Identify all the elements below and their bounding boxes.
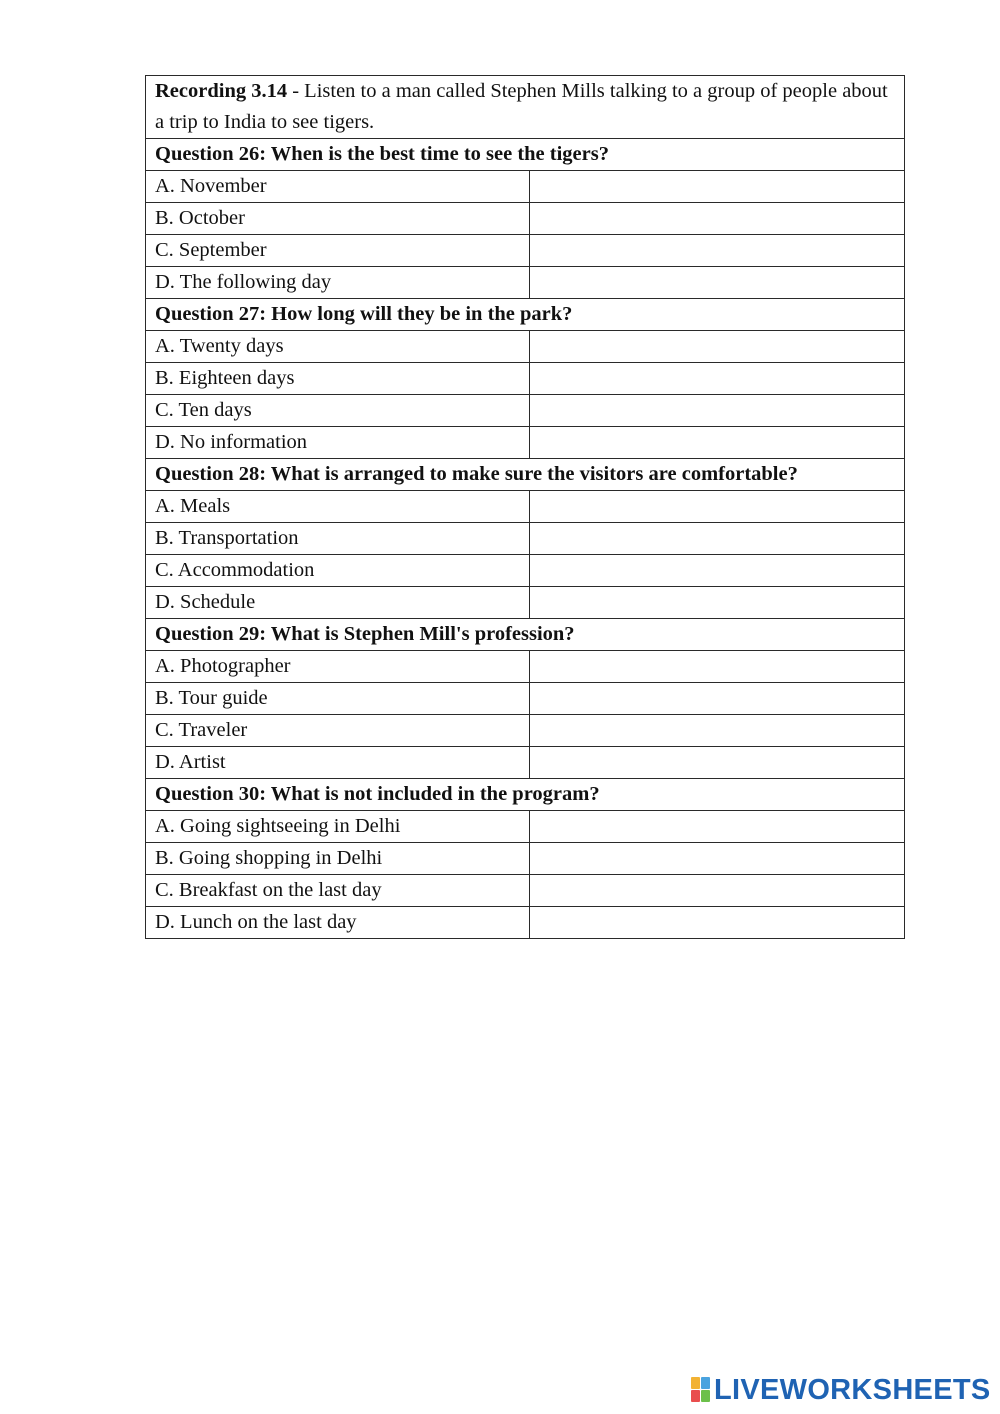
- option-label: D. No information: [146, 427, 530, 459]
- option-row: [146, 235, 905, 267]
- answer-cell[interactable]: [530, 427, 905, 459]
- option-row: [146, 203, 905, 235]
- question-28-title: Question 28: What is arranged to make sure the visitors are comfortable?: [146, 459, 905, 491]
- option-label: C. Breakfast on the last day: [146, 875, 530, 907]
- answer-cell[interactable]: [530, 171, 905, 203]
- option-label: B. Tour guide: [146, 683, 530, 715]
- answer-cell[interactable]: [530, 523, 905, 555]
- recording-label: Recording 3.14: [155, 80, 288, 102]
- intro-row: [146, 76, 905, 139]
- answer-cell[interactable]: [530, 331, 905, 363]
- option-label: B. Going shopping in Delhi: [146, 843, 530, 875]
- question-29-title: Question 29: What is Stephen Mill's profession?: [146, 619, 905, 651]
- answer-cell[interactable]: [530, 843, 905, 875]
- option-label: C. Traveler: [146, 715, 530, 747]
- option-label: D. Schedule: [146, 587, 530, 619]
- option-label: D. Artist: [146, 747, 530, 779]
- option-row: [146, 267, 905, 299]
- answer-cell[interactable]: [530, 587, 905, 619]
- answer-cell[interactable]: [530, 395, 905, 427]
- question-row: [146, 619, 905, 651]
- answer-cell[interactable]: [530, 267, 905, 299]
- option-label: C. Accommodation: [146, 555, 530, 587]
- option-row: [146, 171, 905, 203]
- question-26-title: Question 26: When is the best time to see the tigers?: [146, 139, 905, 171]
- option-label: C. Ten days: [146, 395, 530, 427]
- option-row: [146, 875, 905, 907]
- option-row: [146, 587, 905, 619]
- option-label: A. Meals: [146, 491, 530, 523]
- option-row: [146, 491, 905, 523]
- option-label: D. The following day: [146, 267, 530, 299]
- option-label: D. Lunch on the last day: [146, 907, 530, 939]
- answer-cell[interactable]: [530, 235, 905, 267]
- option-row: [146, 395, 905, 427]
- answer-cell[interactable]: [530, 555, 905, 587]
- option-row: [146, 747, 905, 779]
- option-row: [146, 523, 905, 555]
- option-label: B. October: [146, 203, 530, 235]
- option-label: A. November: [146, 171, 530, 203]
- answer-cell[interactable]: [530, 203, 905, 235]
- answer-cell[interactable]: [530, 363, 905, 395]
- option-row: [146, 683, 905, 715]
- answer-cell[interactable]: [530, 491, 905, 523]
- question-row: [146, 299, 905, 331]
- option-row: [146, 555, 905, 587]
- answer-cell[interactable]: [530, 811, 905, 843]
- logo-text: LIVEWORKSHEETS: [714, 1374, 991, 1406]
- question-30-title: Question 30: What is not included in the program?: [146, 779, 905, 811]
- worksheet-table: [145, 75, 905, 939]
- option-label: B. Transportation: [146, 523, 530, 555]
- option-row: [146, 363, 905, 395]
- option-row: [146, 811, 905, 843]
- option-label: B. Eighteen days: [146, 363, 530, 395]
- option-label: A. Photographer: [146, 651, 530, 683]
- recording-instructions: [146, 76, 905, 139]
- option-row: [146, 715, 905, 747]
- option-row: [146, 651, 905, 683]
- option-label: A. Twenty days: [146, 331, 530, 363]
- option-row: [146, 427, 905, 459]
- answer-cell[interactable]: [530, 715, 905, 747]
- option-row: [146, 843, 905, 875]
- option-row: [146, 907, 905, 939]
- liveworksheets-logo-icon: [691, 1377, 711, 1403]
- answer-cell[interactable]: [530, 875, 905, 907]
- option-row: [146, 331, 905, 363]
- answer-cell[interactable]: [530, 651, 905, 683]
- question-row: [146, 139, 905, 171]
- answer-cell[interactable]: [530, 907, 905, 939]
- answer-cell[interactable]: [530, 747, 905, 779]
- option-label: C. September: [146, 235, 530, 267]
- option-label: A. Going sightseeing in Delhi: [146, 811, 530, 843]
- question-row: [146, 779, 905, 811]
- liveworksheets-logo: [691, 1376, 991, 1404]
- question-row: [146, 459, 905, 491]
- question-27-title: Question 27: How long will they be in the park?: [146, 299, 905, 331]
- recording-text: - Listen to a man called Stephen Mills talking to a group of people about a trip to India to see tigers.: [155, 80, 888, 133]
- answer-cell[interactable]: [530, 683, 905, 715]
